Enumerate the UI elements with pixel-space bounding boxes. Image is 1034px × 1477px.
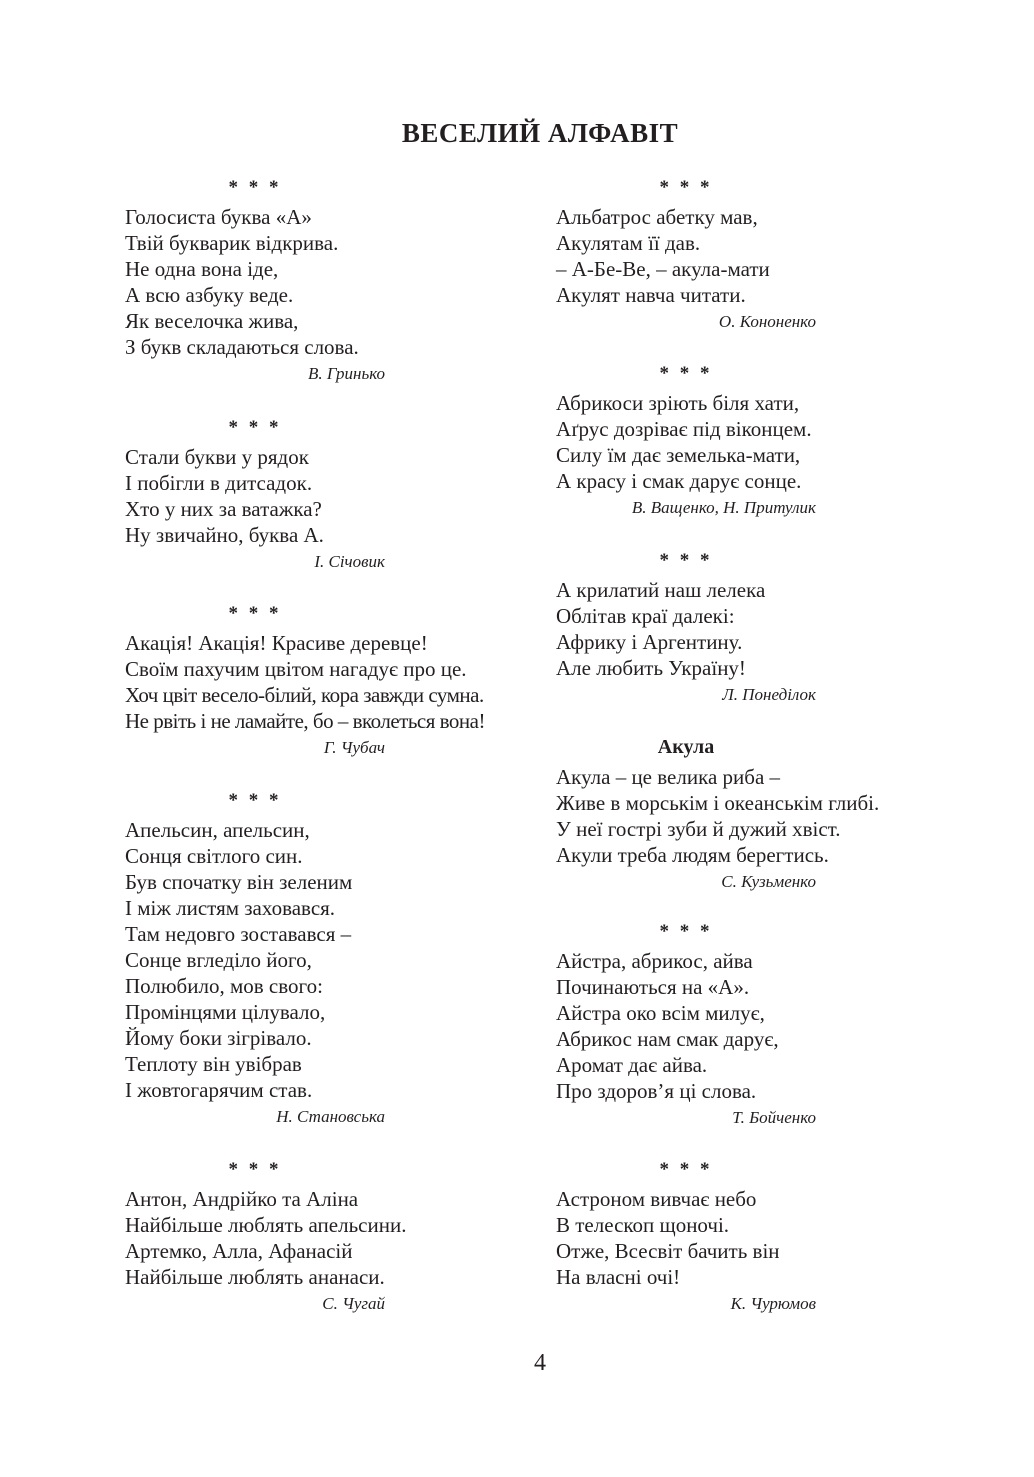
poem-line: Акація! Акація! Красиве деревце! xyxy=(125,631,428,655)
poem-line: Сонце вгледіло його, xyxy=(125,948,312,972)
poem-separator: * * * xyxy=(659,921,713,942)
poem-line: Але любить Україну! xyxy=(556,656,746,680)
poem-line: Акула – це велика риба – xyxy=(556,765,781,789)
poem-line: На власні очі! xyxy=(556,1265,681,1289)
poem-line: Не рвіть і не ламайте, бо – вколеться вона! xyxy=(125,709,485,733)
poem-author: Г. Чубач xyxy=(323,738,385,757)
poem-line: В телескоп щоночі. xyxy=(556,1213,730,1237)
poem-line: Акули треба людям берегтись. xyxy=(556,843,829,867)
poem-line: Апельсин, апельсин, xyxy=(125,818,310,842)
poem-line: Отже, Всесвіт бачить він xyxy=(556,1239,780,1263)
poem-line: Аґрус дозріває під віконцем. xyxy=(556,417,812,441)
page-number: 4 xyxy=(534,1350,546,1376)
poem-line: Айстра око всім милує, xyxy=(556,1001,765,1025)
poem-separator: * * * xyxy=(228,790,282,811)
poem-author: Л. Понеділок xyxy=(722,685,816,704)
poem-separator: * * * xyxy=(659,363,713,384)
poem-author: Н. Становська xyxy=(276,1107,385,1126)
poem-line: Там недовго зоставався – xyxy=(125,922,352,946)
poem-line: Найбільше люблять апельсини. xyxy=(125,1213,407,1237)
poem-line: Про здоров’я ці слова. xyxy=(556,1079,757,1103)
poem-author: О. Кононенко xyxy=(718,312,816,331)
poem-line: Аромат дає айва. xyxy=(556,1053,708,1077)
poem-line: Теплоту він увібрав xyxy=(125,1052,302,1076)
poem-line: Хоч цвіт весело-білий, кора завжди сумна. xyxy=(125,683,484,707)
poem-line: Був спочатку він зеленим xyxy=(125,870,353,894)
poem-separator: * * * xyxy=(228,177,282,198)
poem-line: І побігли в дитсадок. xyxy=(125,471,313,495)
poem-line: Починаються на «А». xyxy=(556,975,750,999)
poem-line: Не одна вона іде, xyxy=(125,257,279,281)
poem-line: Африку і Аргентину. xyxy=(556,630,743,654)
poem-line: Альбатрос абетку мав, xyxy=(556,205,758,229)
poem-line: Антон, Андрійко та Аліна xyxy=(125,1187,359,1211)
poem-author: В. Ващенко, Н. Притулик xyxy=(631,498,816,517)
poem-line: Айстра, абрикос, айва xyxy=(556,949,753,973)
poem-separator: * * * xyxy=(659,1159,713,1180)
poem-separator: * * * xyxy=(659,550,713,571)
poem-line: Хто у них за ватажка? xyxy=(125,497,322,521)
page-title: ВЕСЕЛИЙ АЛФАВІТ xyxy=(401,118,679,148)
poem-line: Астроном вивчає небо xyxy=(556,1187,757,1211)
poem-line: Полюбило, мов свого: xyxy=(125,974,323,998)
poem-author: С. Кузьменко xyxy=(721,872,816,891)
poem-separator: * * * xyxy=(228,1159,282,1180)
poem-author: К. Чурюмов xyxy=(730,1294,816,1313)
poem-line: Живе в морськім і океанськім глибі. xyxy=(556,791,880,815)
poem-line: І жовтогарячим став. xyxy=(125,1078,313,1102)
poem-line: Артемко, Алла, Афанасій xyxy=(125,1239,353,1263)
poem-line: Сонця світлого син. xyxy=(125,844,303,868)
poem-author: В. Гринько xyxy=(307,364,385,383)
poem-line: Найбільше люблять ананаси. xyxy=(125,1265,385,1289)
poem-line: Промінцями цілувало, xyxy=(125,1000,326,1024)
poem-line: Голосиста буква «А» xyxy=(125,205,312,229)
poem-line: У неї гострі зуби й дужий хвіст. xyxy=(556,817,841,841)
poem-line: Як веселочка жива, xyxy=(125,309,299,333)
poem-line: І між листям заховався. xyxy=(125,896,336,920)
poem-line: Силу їм дає земелька-мати, xyxy=(556,443,801,467)
poem-author: С. Чугай xyxy=(322,1294,385,1313)
poem-line: Своїм пахучим цвітом нагадує про це. xyxy=(125,657,467,681)
poem-line: – А-Бе-Ве, – акула-мати xyxy=(556,257,770,281)
poem-line: А крилатий наш лелека xyxy=(556,578,766,602)
poem-line: Акулят навча читати. xyxy=(556,283,746,307)
poem-line: Твій букварик відкрива. xyxy=(125,231,339,255)
poem-heading: Акула xyxy=(657,736,715,758)
poem-line: А красу і смак дарує сонце. xyxy=(556,469,802,493)
poem-line: З букв складаються слова. xyxy=(125,335,359,359)
poem-separator: * * * xyxy=(228,603,282,624)
poem-line: Акулятам її дав. xyxy=(556,231,701,255)
poem-line: Абрикоси зріють біля хати, xyxy=(556,391,800,415)
poem-line: Облітав краї далекі: xyxy=(556,604,735,628)
poem-separator: * * * xyxy=(228,417,282,438)
poem-line: Ну звичайно, буква А. xyxy=(125,523,324,547)
poem-line: Йому боки зігрівало. xyxy=(125,1026,312,1050)
poem-separator: * * * xyxy=(659,177,713,198)
poem-line: Стали букви у рядок xyxy=(125,445,309,469)
poem-line: Абрикос нам смак дарує, xyxy=(556,1027,779,1051)
poem-author: І. Січовик xyxy=(314,552,385,571)
poem-line: А всю азбуку веде. xyxy=(125,283,294,307)
poem-author: Т. Бойченко xyxy=(732,1108,816,1127)
